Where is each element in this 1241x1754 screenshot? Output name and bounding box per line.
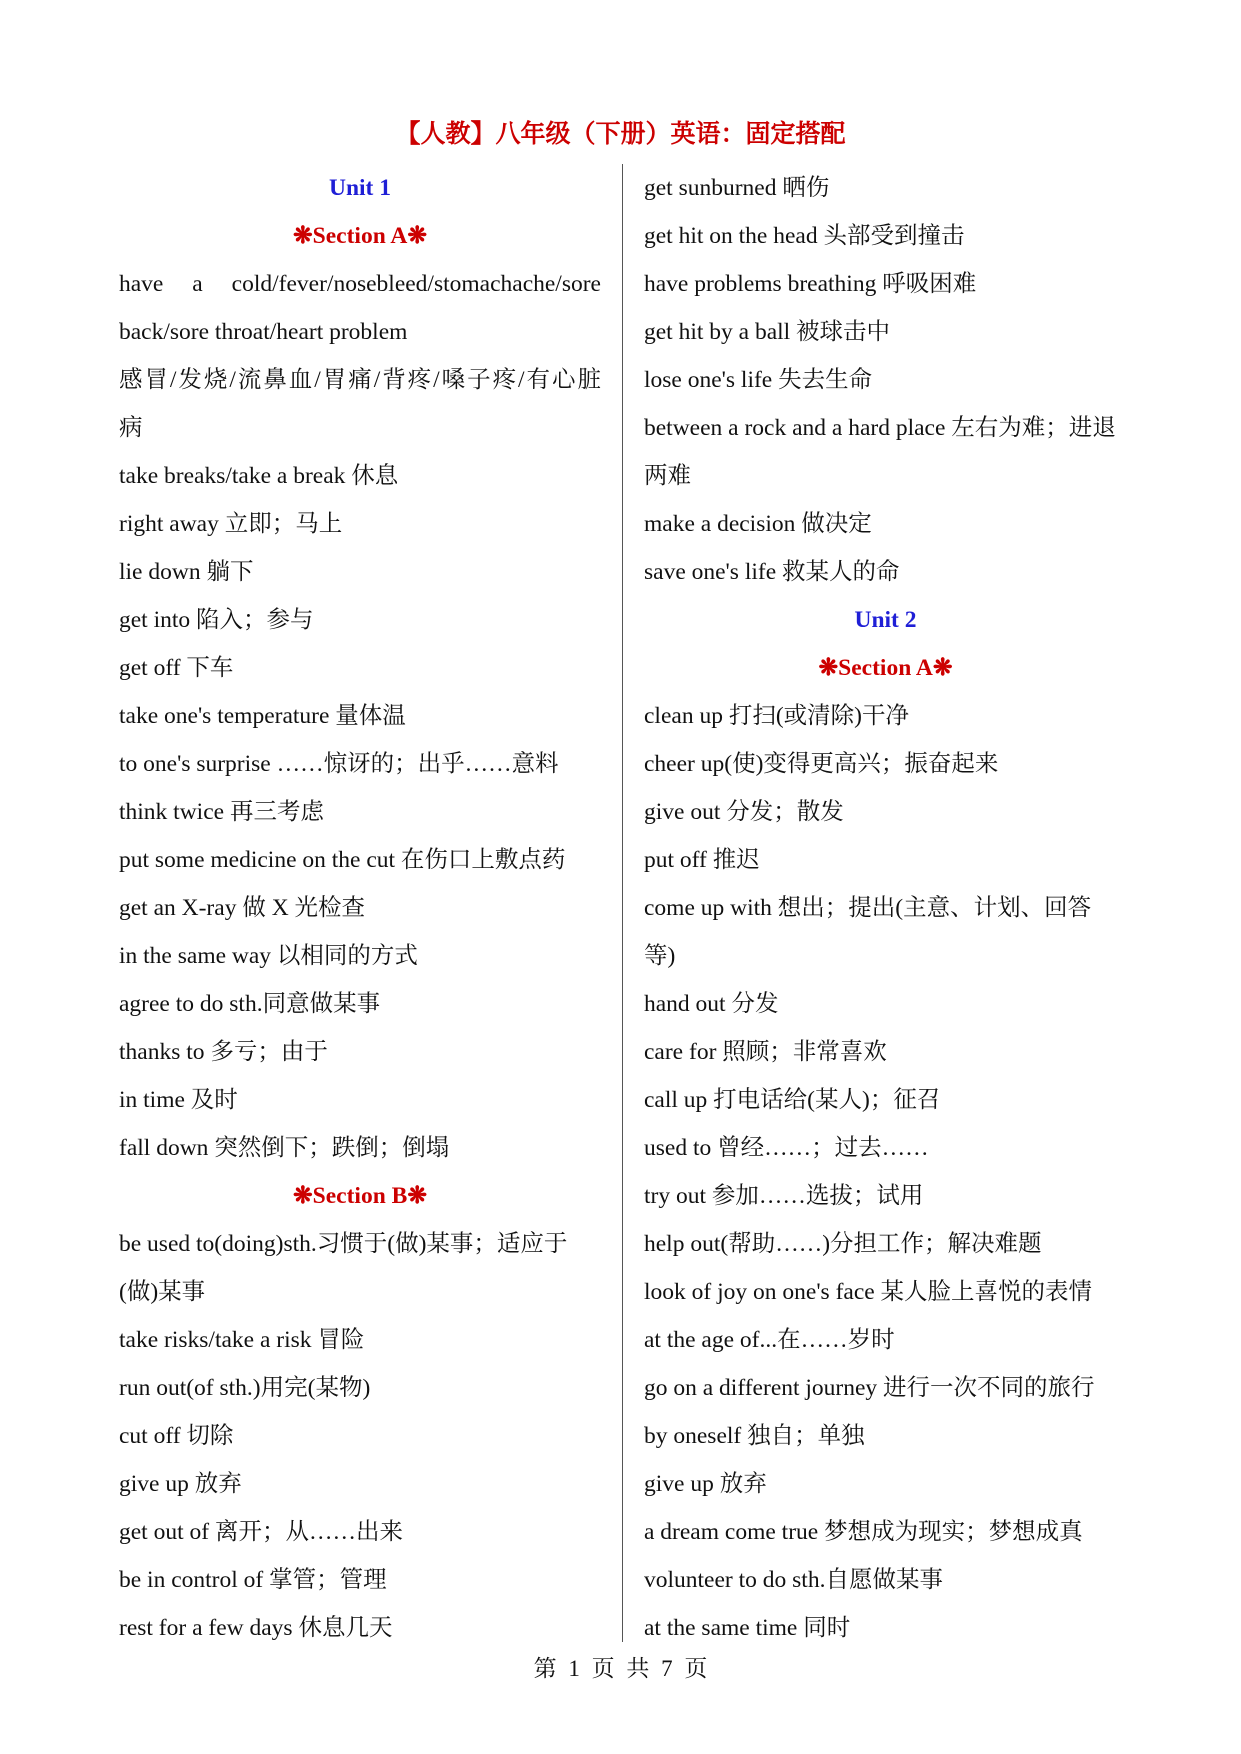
phrase-line: cut off 切除 [119, 1423, 234, 1449]
phrase-line: 等) [644, 943, 676, 969]
phrase-line: help out(帮助……)分担工作；解决难题 [644, 1231, 1042, 1257]
phrase-line: at the same time 同时 [644, 1615, 851, 1641]
phrase-line: 感冒/发烧/流鼻血/胃痛/背疼/嗓子疼/有心脏 [119, 367, 601, 393]
phrase-line: give up 放弃 [119, 1471, 242, 1497]
phrase-line: back/sore throat/heart problem [119, 319, 408, 345]
phrase-line: get hit by a ball 被球击中 [644, 319, 891, 345]
phrase-line: agree to do sth.同意做某事 [119, 991, 381, 1017]
page-footer: 第 1 页 共 7 页 [533, 1656, 708, 1681]
page-title: 【人教】八年级（下册）英语：固定搭配 [395, 121, 846, 148]
phrase-line: in time 及时 [119, 1087, 238, 1113]
section-heading: ❋Section B❋ [292, 1183, 428, 1209]
phrase-line: care for 照顾；非常喜欢 [644, 1039, 887, 1065]
phrase-line: used to 曾经……；过去…… [644, 1135, 929, 1161]
phrase-line: try out 参加……选拔；试用 [644, 1183, 924, 1209]
phrase-line: give up 放弃 [644, 1471, 767, 1497]
phrase-line: call up 打电话给(某人)；征召 [644, 1087, 941, 1113]
section-heading: ❋Section A❋ [292, 223, 428, 249]
phrase-line: to one's surprise ……惊讶的；出乎……意料 [119, 751, 559, 777]
phrase-line: have a cold/fever/nosebleed/stomachache/sore [119, 271, 601, 297]
phrase-line: get an X-ray 做 X 光检查 [119, 895, 366, 921]
phrase-line: (做)某事 [119, 1279, 206, 1305]
phrase-line: cheer up(使)变得更高兴；振奋起来 [644, 751, 999, 777]
phrase-line: come up with 想出；提出(主意、计划、回答 [644, 895, 1092, 921]
phrase-line: run out(of sth.)用完(某物) [119, 1375, 371, 1401]
phrase-line: in the same way 以相同的方式 [119, 943, 418, 969]
phrase-line: rest for a few days 休息几天 [119, 1615, 393, 1641]
phrase-line: thanks to 多亏；由于 [119, 1039, 328, 1065]
phrase-line: have problems breathing 呼吸困难 [644, 271, 977, 297]
phrase-line: get off 下车 [119, 655, 234, 681]
phrase-line: be used to(doing)sth.习惯于(做)某事；适应于 [119, 1231, 568, 1257]
phrase-line: put some medicine on the cut 在伤口上敷点药 [119, 847, 566, 873]
phrase-line: between a rock and a hard place 左右为难；进退 [644, 415, 1116, 441]
column-divider [622, 164, 623, 1642]
phrase-line: go on a different journey 进行一次不同的旅行 [644, 1375, 1095, 1401]
phrase-line: take one's temperature 量体温 [119, 703, 406, 729]
phrase-line: lie down 躺下 [119, 559, 254, 585]
phrase-line: get hit on the head 头部受到撞击 [644, 223, 965, 249]
phrase-line: right away 立即；马上 [119, 511, 343, 537]
phrase-line: get into 陷入；参与 [119, 607, 314, 633]
right-column [644, 164, 1127, 1652]
phrase-line: take risks/take a risk 冒险 [119, 1327, 365, 1353]
phrase-line: get sunburned 晒伤 [644, 175, 830, 201]
phrase-line: 两难 [644, 463, 691, 489]
phrase-line: lose one's life 失去生命 [644, 367, 873, 393]
phrase-line: get out of 离开；从……出来 [119, 1519, 403, 1545]
phrase-line: give out 分发；散发 [644, 799, 844, 825]
phrase-line: by oneself 独自；单独 [644, 1423, 865, 1449]
phrase-line: make a decision 做决定 [644, 511, 872, 537]
phrase-line: put off 推迟 [644, 847, 760, 873]
unit-heading: Unit 2 [854, 607, 917, 633]
phrase-line: 病 [119, 415, 143, 441]
phrase-line: a dream come true 梦想成为现实；梦想成真 [644, 1519, 1083, 1545]
phrase-line: think twice 再三考虑 [119, 799, 324, 825]
phrase-line: be in control of 掌管；管理 [119, 1567, 387, 1593]
phrase-line: at the age of...在……岁时 [644, 1327, 895, 1353]
phrase-line: hand out 分发 [644, 991, 779, 1017]
left-column [119, 164, 601, 1652]
phrase-line: clean up 打扫(或清除)干净 [644, 703, 909, 729]
phrase-line: save one's life 救某人的命 [644, 559, 900, 585]
unit-heading: Unit 1 [328, 175, 392, 201]
phrase-line: fall down 突然倒下；跌倒；倒塌 [119, 1135, 450, 1161]
phrase-line: volunteer to do sth.自愿做某事 [644, 1567, 943, 1593]
phrase-line: look of joy on one's face 某人脸上喜悦的表情 [644, 1279, 1093, 1305]
section-heading: ❋Section A❋ [818, 655, 953, 681]
phrase-line: take breaks/take a break 休息 [119, 463, 399, 489]
